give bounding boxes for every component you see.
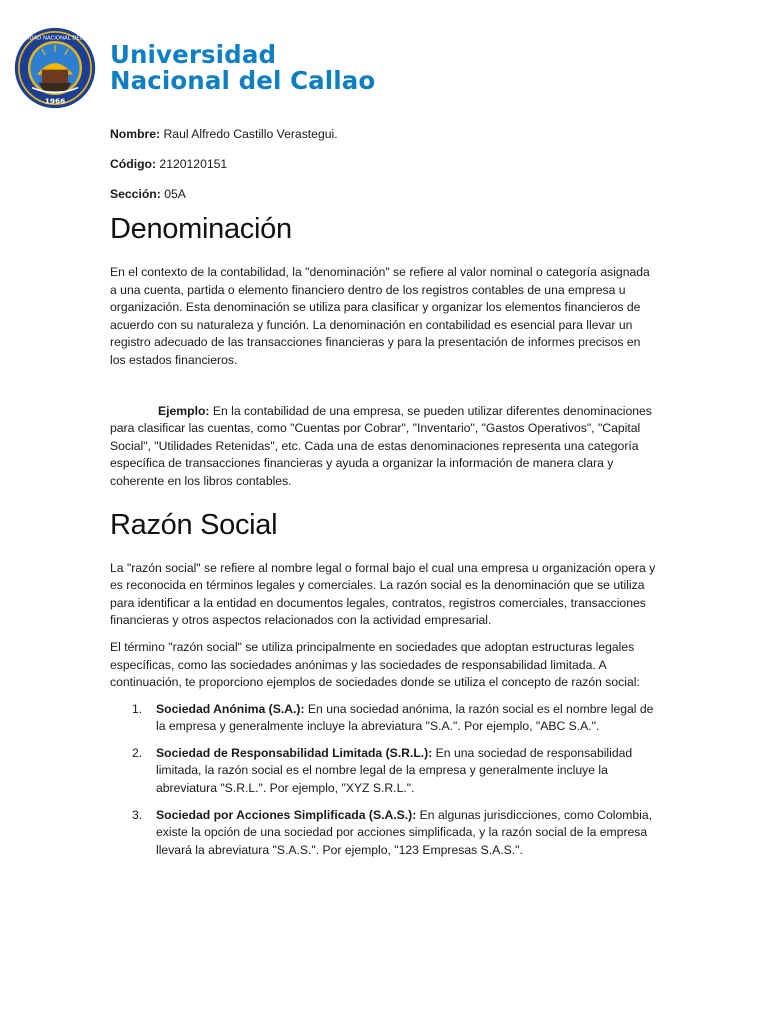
university-name [110,40,376,95]
list-item [110,745,658,798]
field-codigo-value: 2120120151 [156,157,228,171]
list-item-number: 3. [132,807,143,822]
list-item-text: En una sociedad anónima, la razón social es el nombre legal de la empresa y generalmente incluye la abreviatura "S.A.". Por ejemplo, "ABC S.A.". [156,701,654,734]
field-codigo [110,156,658,172]
university-name-line1: Universidad [110,40,277,69]
list-item-text: En una sociedad de responsabilidad limitada, la razón social es el nombre legal de la empresa y generalmente incluye la abreviatura "S.R.L.". Por ejemplo, "XYZ S.R.L.". [156,745,633,796]
list-item [110,807,658,860]
field-nombre [110,126,658,142]
list-item [110,701,658,736]
list-item-title: Sociedad de Responsabilidad Limitada (S.R.L.): [156,745,433,760]
heading-denominacion: Denominación [110,213,292,245]
field-seccion-label: Sección: [110,187,161,201]
university-seal-icon [4,27,106,109]
field-seccion-value: 05A [160,187,186,201]
university-name-line2: Nacional del Callao [110,65,376,95]
paragraph-razon-social: La "razón social" se refiere al nombre legal o formal bajo el cual una empresa u organización opera y es reconocida en términos legales y comerciales. La razón social es la denominación que se utiliza para identificar a la entidad en documentos legales, contratos, registros comerciales, transacciones financieras y otros aspectos relacionados con la actividad empresarial. [110,560,656,628]
field-codigo-label: Código: [110,157,157,171]
paragraph-ejemplo [110,403,658,491]
field-nombre-value: Raul Alfredo Castillo Verastegui. [160,127,338,141]
seal-year: 1966 [44,96,66,106]
ejemplo-label: Ejemplo: [158,403,210,418]
paragraph-denominacion: En el contexto de la contabilidad, la "denominación" se refiere al valor nominal o categoría asignada a una cuenta, partida o elemento financiero dentro de los registros contables de una empresa u organización. Esta denominación se utiliza para clasificar y organizar los elementos financieros de acuerdo con su naturaleza y función. La denominación en contabilidad es esencial para llevar un registro adecuado de las transacciones financieras y para la presentación de informes precisos en los estados financieros. [110,265,650,367]
list-item-number: 1. [132,701,143,716]
document-header [4,24,376,112]
heading-razon-social: Razón Social [110,508,278,541]
sociedades-list [110,701,658,860]
list-item-title: Sociedad por Acciones Simplificada (S.A.S.): [156,807,417,822]
seal-ring-text: UNIVERSIDAD NACIONAL DEL CALLAO [4,35,106,42]
list-item-text: En algunas jurisdicciones, como Colombia, existe la opción de una sociedad por acciones simplificada, y la razón social de la empresa llevará la abreviatura "S.A.S.". Por ejemplo, "123 Empresas S.A.S.". [156,807,653,857]
list-item-number: 2. [132,745,143,760]
ejemplo-text: En la contabilidad de una empresa, se pueden utilizar diferentes denominaciones para clasificar las cuentas, como "Cuentas por Cobrar", "Inventario", "Gastos Operativos", "Capital Social", "Utilidades Retenidas", etc. Cada una de estas denominaciones representa una categoría específica de transacciones financieras y ayuda a organizar la información de manera clara y coherente en los libros contables. [110,403,652,488]
field-seccion [110,186,658,202]
document-body [110,126,658,859]
paragraph-termino: El término "razón social" se utiliza principalmente en sociedades que adoptan estructuras legales específicas, como las sociedades anónimas y las sociedades de responsabilidad limitada. A continuación, te proporciono ejemplos de sociedades donde se utiliza el concepto de razón social: [110,639,640,690]
field-nombre-label: Nombre: [110,127,161,141]
list-item-title: Sociedad Anónima (S.A.): [156,701,305,716]
